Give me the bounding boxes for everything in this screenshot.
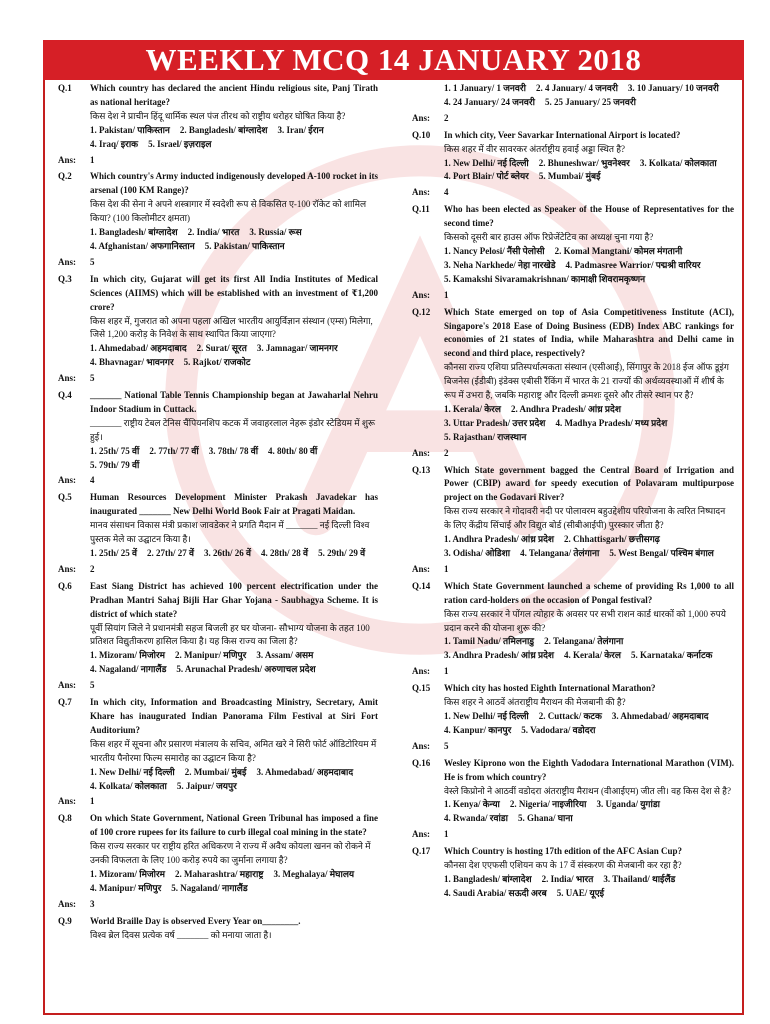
answer-value: 1 <box>444 666 449 677</box>
option-item: 2. Maharashtra/ महाराष्ट्र <box>175 868 264 879</box>
answer-value: 1 <box>90 154 95 165</box>
question-english: In which city, Veer Savarkar International Airport is located? <box>444 129 681 140</box>
question-number: Q.11 <box>412 204 430 215</box>
option-item: 1. 1 January/ 1 जनवरी <box>444 83 526 93</box>
options-block <box>58 766 378 794</box>
option-item: 5. Rajkot/ राजकोट <box>183 357 251 368</box>
option-item: 4. Iraq/ इराक <box>90 138 139 149</box>
answer-value: 2 <box>444 112 449 123</box>
option-item: 2. India/ भारत <box>541 873 594 884</box>
option-item: 2. Manipur/ मणिपुर <box>175 650 247 661</box>
option-item: 5. 29th/ 29 वें <box>318 548 366 558</box>
option-item: 5. Jaipur/ जयपुर <box>176 780 237 791</box>
question-hindi: किस राज्य सरकार ने गोदावरी नदी पर पोलावरम बहुउद्देशीय परियोजना के त्वरित निष्पादन के लिए केंद्रीय सिंचाई और विद्युत बोर्ड (सीबीआईपी) पुरस्कार जीता है? <box>444 506 726 531</box>
option-item: 3. Kolkata/ कोलकाता <box>639 157 717 168</box>
option-item: 3. Iran/ ईरान <box>277 124 324 135</box>
question-number: Q.12 <box>412 306 431 317</box>
question-hindi: वेस्ले किप्रोनो ने आठवीं वडोदरा अंतराष्ट्रीय मैराथन (वीआईएम) जीत ली। वह किस देश से है? <box>444 785 731 796</box>
option-item: 4. Kerala/ केरल <box>564 650 621 661</box>
option-item: 5. UAE/ यूएई <box>556 887 605 898</box>
option-item: 3. Uganda/ युगांडा <box>596 799 660 810</box>
question-block <box>412 464 734 534</box>
question-number: Q.13 <box>412 464 431 475</box>
option-item: 5. Kamakshi Sivaramakrishnan/ कामाक्षी शिवरामकृष्णन <box>444 273 646 284</box>
question-hindi: किस देश की सेना ने अपने शस्त्रागार में स्वदेशी रूप से विकसित ए-100 रॉकेट को शामिल किया? (100 किलोमीटर क्षमता) <box>90 199 367 224</box>
question-hindi: किस शहर में सूचना और प्रसारण मंत्रालय के सचिव, अमित खरे ने सिरी फोर्ट ऑडिटोरियम में भारतीय पैनोरमा फिल्म समारोह का उद्घाटन किया है? <box>90 738 377 763</box>
option-item: 2. India/ भारत <box>187 227 240 238</box>
answer-row <box>58 372 378 386</box>
answer-row <box>412 665 734 679</box>
option-item: 2. Surat/ सूरत <box>196 343 247 354</box>
option-item: 2. Bhuneshwar/ भुवनेश्वर <box>538 157 630 168</box>
options-block <box>412 710 734 738</box>
question-english: World Braille Day is observed Every Year on________. <box>90 915 301 926</box>
question-number: Q.6 <box>58 580 72 591</box>
option-item: 3. Jamnagar/ जामनगर <box>256 343 338 354</box>
answer-row <box>412 740 734 754</box>
options-block <box>412 82 734 110</box>
question-hindi: कौनसा देश एएफसी एशियन कप के 17 वें संस्करण की मेजबानी कर रहा है? <box>444 860 682 871</box>
question-block <box>412 129 734 157</box>
question-number: Q.3 <box>58 273 72 284</box>
question-hindi: किस शहर ने आठवें अंतराष्ट्रीय मैराथन की मेजबानी की है? <box>444 697 626 708</box>
question-number: Q.16 <box>412 757 431 768</box>
question-number: Q.8 <box>58 813 72 824</box>
option-item: 4. Manipur/ मणिपुर <box>90 882 162 893</box>
question-hindi: पूर्वी सियांग जिले ने प्रधानमंत्री सहज बिजली हर घर योजना- सौभाग्य योजना के तहत 100 प्रतिशत विद्युतीकरण हासिल किया है। यह किस राज्य का जिला है? <box>90 622 370 647</box>
answer-row <box>58 563 378 577</box>
option-item: 1. Nancy Pelosi/ नैंसी पेलोसी <box>444 245 545 256</box>
option-item: 4. Afghanistan/ अफगानिस्तान <box>90 240 195 251</box>
option-item: 4. 80th/ 80 वीं <box>268 445 318 456</box>
question-block <box>412 203 734 245</box>
question-hindi: किस देश ने प्राचीन हिंदू धार्मिक स्थल पंज तीरथ को राष्ट्रीय धरोहर घोषित किया है? <box>90 110 346 121</box>
option-item: 3. Odisha/ ओडिशा <box>444 548 511 558</box>
answer-label: Ans: <box>412 112 431 123</box>
question-english: Human Resources Development Minister Prakash Javadekar has inaugurated _______ New Delhi World Book Fair at Pragati Maidan. <box>90 492 378 517</box>
option-item: 5. Arunachal Pradesh/ अरुणाचल प्रदेश <box>176 664 316 675</box>
option-item: 2. Telangana/ तेलंगाना <box>544 636 624 647</box>
option-item: 2. Komal Mangtani/ कोमल मंगतानी <box>554 245 683 256</box>
options-block <box>58 124 378 152</box>
answer-value: 1 <box>90 796 95 807</box>
option-item: 1. Kenya/ केन्या <box>444 799 500 810</box>
answer-row <box>58 474 378 488</box>
option-item: 4. 28th/ 28 वें <box>261 548 309 558</box>
question-hindi: किस राज्य सरकार ने पोंगल त्योहार के अवसर पर सभी राशन कार्ड धारकों को 1,000 रुपये प्रदान करने की योजना शुरू की? <box>444 608 726 633</box>
option-item: 4. Madhya Pradesh/ मध्य प्रदेश <box>555 417 668 428</box>
option-item: 2. Nigeria/ नाइजीरिया <box>509 799 587 810</box>
right-column <box>412 82 734 901</box>
option-item: 3. Ahmedabad/ अहमदाबाद <box>256 766 354 777</box>
question-block <box>58 580 378 650</box>
question-block <box>58 170 378 226</box>
answer-value: 1 <box>444 563 449 574</box>
option-item: 3. Thailand/ थाईलैंड <box>603 873 676 884</box>
answer-label: Ans: <box>58 373 77 384</box>
answer-label: Ans: <box>58 154 77 165</box>
option-item: 1. Andhra Pradesh/ आंध्र प्रदेश <box>444 534 555 545</box>
option-item: 1. New Delhi/ नई दिल्ली <box>444 157 529 168</box>
answer-row <box>412 563 734 577</box>
option-item: 4. Nagaland/ नागालैंड <box>90 664 167 675</box>
answer-value: 3 <box>90 898 95 909</box>
question-hindi: _______ राष्ट्रीय टेबल टेनिस चैंपियनशिप कटक में जवाहरलाल नेहरू इंडोर स्टेडियम में शुरू हुई। <box>90 417 376 442</box>
question-block <box>58 82 378 124</box>
answer-row <box>412 289 734 303</box>
options-block <box>412 873 734 901</box>
question-block <box>412 757 734 799</box>
answer-value: 5 <box>90 256 95 267</box>
question-english: Which State emerged on top of Asia Competitiveness Institute (ACI), Singapore's 2018 Ease of Doing Business (EDB) Index ABC rankings for economies of 21 states of India, while Maharashtra and Delhi came in second and third place, respectively? <box>444 306 734 359</box>
answer-value: 5 <box>444 740 449 751</box>
option-item: 3. Ahmedabad/ अहमदाबाद <box>611 710 709 721</box>
question-block <box>412 682 734 710</box>
answer-label: Ans: <box>58 256 77 267</box>
answer-value: 4 <box>90 475 95 486</box>
answer-label: Ans: <box>58 898 77 909</box>
question-hindi: किस राज्य सरकार पर राष्ट्रीय हरित अधिकरण ने राज्य में अवैध कोयला खनन को रोकने में उनकी विफलता के लिए 100 करोड़ रुपये का जुर्माना लगाया है? <box>90 841 371 866</box>
answer-label: Ans: <box>412 740 431 751</box>
options-block <box>412 245 734 287</box>
question-number: Q.2 <box>58 171 72 182</box>
question-number: Q.14 <box>412 580 431 591</box>
option-item: 2. Chhattisgarh/ छत्तीसगढ़ <box>564 534 660 545</box>
answer-value: 2 <box>444 447 449 458</box>
question-number: Q.5 <box>58 492 72 503</box>
option-item: 4. Padmasree Warrior/ पद्मश्री वारियर <box>565 259 701 270</box>
question-block <box>58 389 378 445</box>
answer-value: 1 <box>444 829 449 840</box>
option-item: 4. Rwanda/ रवांडा <box>444 813 508 824</box>
option-item: 1. Bangladesh/ बांग्लादेश <box>90 227 178 238</box>
option-item: 3. Andhra Pradesh/ आंध्र प्रदेश <box>444 650 555 661</box>
option-item: 1. New Delhi/ नई दिल्ली <box>444 710 529 721</box>
question-hindi: किस शहर में वीर सावरकर अंतर्राष्ट्रीय हवाई अड्डा स्थित है? <box>444 143 625 154</box>
option-item: 4. 24 January/ 24 जनवरी <box>444 96 535 107</box>
answer-row <box>412 186 734 200</box>
option-item: 4. Port Blair/ पोर्ट ब्लेयर <box>444 171 529 182</box>
option-item: 4. Bhavnagar/ भावनगर <box>90 357 174 368</box>
question-number: Q.4 <box>58 390 72 401</box>
answer-row <box>58 256 378 270</box>
option-item: 3. Meghalaya/ मेघालय <box>273 868 355 879</box>
question-number: Q.7 <box>58 697 72 708</box>
answer-value: 4 <box>444 187 449 198</box>
option-item: 1. New Delhi/ नई दिल्ली <box>90 766 175 777</box>
option-item: 5. Ghana/ घाना <box>517 813 573 824</box>
options-block <box>412 157 734 185</box>
question-block <box>58 273 378 343</box>
question-hindi: कौनसा राज्य एशिया प्रतिस्पर्धात्मकता संस्थान (एसीआई), सिंगापुर के 2018 ईज ऑफ डूइंग बिजनेस (ईडीबी) इंडेक्स एबीसी रैंकिंग में भारत के 21 राज्यों की अर्थव्यवस्थाओं में शीर्ष के रूप में उभरा है, जबकि महाराष्ट्र और दिल्ली क्रमशः दूसरे और तीसरे स्थान पर है? <box>444 362 729 401</box>
question-english: Wesley Kiprono won the Eighth Vadodara International Marathon (VIM). He is from which country? <box>444 757 734 782</box>
option-item: 1. 25th/ 75 वीं <box>90 445 140 456</box>
question-hindi: विश्व ब्रेल दिवस प्रत्येक वर्ष _______ को मनाया जाता है। <box>90 929 272 940</box>
question-block <box>58 696 378 766</box>
options-block <box>58 649 378 677</box>
answer-label: Ans: <box>58 796 77 807</box>
option-item: 5. Vadodara/ वडोदरा <box>521 724 596 735</box>
option-item: 3. Russia/ रूस <box>249 227 302 238</box>
option-item: 1. Tamil Nadu/ तमिलनाडु <box>444 636 535 647</box>
question-block <box>412 306 734 403</box>
question-number: Q.17 <box>412 846 431 857</box>
option-item: 5. 79th/ 79 वीं <box>90 459 140 470</box>
options-block <box>58 226 378 254</box>
option-item: 1. Ahmedabad/ अहमदाबाद <box>90 343 187 354</box>
question-english: Who has been elected as Speaker of the House of Representatives for the second time? <box>444 204 734 229</box>
answer-label: Ans: <box>412 666 431 677</box>
question-block <box>58 491 378 547</box>
answer-row <box>58 795 378 809</box>
question-english: Which country's Army inducted indigenously developed A-100 rocket in its arsenal (100 KM Range)? <box>90 171 378 196</box>
option-item: 2. Bangladesh/ बांग्लादेश <box>179 124 268 135</box>
question-english: Which city has hosted Eighth International Marathon? <box>444 683 656 694</box>
options-block <box>58 868 378 896</box>
option-item: 4. Kolkata/ कोलकाता <box>90 780 167 791</box>
option-item: 3. Neha Narkhede/ नेहा नारखेडे <box>444 259 556 270</box>
options-block <box>58 342 378 370</box>
answer-row <box>412 828 734 842</box>
answer-label: Ans: <box>412 829 431 840</box>
option-item: 1. Mizoram/ मिजोरम <box>90 650 166 661</box>
option-item: 2. 27th/ 27 वें <box>147 548 195 558</box>
option-item: 4. Kanpur/ कानपुर <box>444 724 512 735</box>
option-item: 1. Mizoram/ मिजोरम <box>90 868 166 879</box>
answer-value: 5 <box>90 680 95 691</box>
answer-label: Ans: <box>58 680 77 691</box>
answer-value: 1 <box>444 289 449 300</box>
answer-label: Ans: <box>412 447 431 458</box>
option-item: 2. Mumbai/ मुंबई <box>184 766 247 777</box>
option-item: 2. 4 January/ 4 जनवरी <box>535 83 618 93</box>
question-english: Which country has declared the ancient Hindu religious site, Panj Tirath as national heritage? <box>90 83 378 107</box>
option-item: 5. Pakistan/ पाकिस्तान <box>204 240 285 251</box>
option-item: 5. Mumbai/ मुंबई <box>538 171 601 182</box>
answer-label: Ans: <box>412 563 431 574</box>
option-item: 3. 78th/ 78 वीं <box>208 445 259 456</box>
question-english: Which State government bagged the Central Board of Irrigation and Power (CBIP) award for speedy execution of Polavaram multipurpose project on the Godavari River? <box>444 464 734 503</box>
question-hindi: किसको दूसरी बार हाउस ऑफ रिप्रेजेंटेटिव का अध्यक्ष चुना गया है? <box>444 232 654 243</box>
answer-value: 5 <box>90 373 95 384</box>
option-item: 1. Bangladesh/ बांग्लादेश <box>444 873 532 884</box>
options-block <box>58 547 378 561</box>
page-title: WEEKLY MCQ 14 JANUARY 2018 <box>43 40 744 80</box>
question-english: Which Country is hosting 17th edition of the AFC Asian Cup? <box>444 846 683 857</box>
options-block <box>58 445 378 473</box>
question-english: Which State Government launched a scheme of providing Rs 1,000 to all ration card-holders on the occasion of Pongal festival? <box>444 580 734 605</box>
question-block <box>58 915 378 943</box>
option-item: 5. Rajasthan/ राजस्थान <box>444 431 527 442</box>
question-english: On which State Government, National Green Tribunal has imposed a fine of 100 crore rupees for its failure to curb illegal coal mining in the state? <box>90 813 378 838</box>
left-column <box>58 82 378 942</box>
answer-row <box>58 898 378 912</box>
answer-label: Ans: <box>58 475 77 486</box>
question-english: In which city, Gujarat will get its first All India Institutes of Medical Sciences (AIIMS) which will be established with an investment of ₹1,200 crore? <box>90 273 378 312</box>
option-item: 2. Cuttack/ कटक <box>538 710 602 721</box>
answer-row <box>58 679 378 693</box>
option-item: 5. West Bengal/ पश्चिम बंगाल <box>609 548 714 558</box>
option-item: 4. Saudi Arabia/ सऊदी अरब <box>444 887 547 898</box>
question-number: Q.15 <box>412 683 431 694</box>
question-hindi: किस शहर में, गुजरात को अपना पहला अखिल भारतीय आयुर्विज्ञान संस्थान (एम्स) मिलेगा, जिसे 1,200 करोड़ के निवेश के साथ स्थापित किया जाएगा? <box>90 315 373 340</box>
question-hindi: मानव संसाधन विकास मंत्री प्रकाश जावडेकर ने प्रगति मैदान में _______ नई दिल्ली विश्व पुस्तक मेले का उद्घाटन किया है। <box>90 520 370 545</box>
options-block <box>412 798 734 826</box>
answer-row <box>412 112 734 126</box>
option-item: 4. Telangana/ तेलंगाना <box>520 548 600 558</box>
options-block <box>412 403 734 445</box>
question-number: Q.1 <box>58 83 72 93</box>
option-item: 3. 26th/ 26 वें <box>204 548 252 558</box>
option-item: 5. Karnataka/ कर्नाटक <box>630 650 713 661</box>
options-block <box>412 635 734 663</box>
question-number: Q.9 <box>58 915 72 926</box>
option-item: 1. 25th/ 25 वें <box>90 548 138 558</box>
option-item: 3. Uttar Pradesh/ उत्तर प्रदेश <box>444 417 546 428</box>
question-english: In which city, Information and Broadcasting Ministry, Secretary, Amit Khare has inaugurated Indian Panorama Film Festival at Siri Fort Auditorium? <box>90 697 378 735</box>
option-item: 5. Nagaland/ नागालैंड <box>171 882 248 893</box>
question-english: _______ National Table Tennis Championship began at Jawaharlal Nehru Indoor Stadium in Cuttack. <box>90 390 378 414</box>
answer-row <box>58 154 378 168</box>
options-block <box>412 533 734 561</box>
question-block <box>412 845 734 873</box>
option-item: 3. Assam/ असम <box>256 650 314 661</box>
question-english: East Siang District has achieved 100 percent electrification under the Pradhan Mantri Sahaj Bijli Har Ghar Yojana - Saubhagya Scheme. It is district of which state? <box>90 580 378 619</box>
question-block <box>58 812 378 868</box>
answer-label: Ans: <box>58 563 77 574</box>
option-item: 5. 25 January/ 25 जनवरी <box>544 96 636 107</box>
question-block <box>412 580 734 636</box>
option-item: 2. Andhra Pradesh/ आंध्र प्रदेश <box>510 403 621 414</box>
answer-row <box>412 447 734 461</box>
option-item: 3. 10 January/ 10 जनवरी <box>627 83 719 93</box>
answer-label: Ans: <box>412 289 431 300</box>
question-number: Q.10 <box>412 129 431 140</box>
option-item: 5. Israel/ इज़राइल <box>148 138 212 149</box>
option-item: 1. Pakistan/ पाकिस्तान <box>90 124 170 135</box>
option-item: 2. 77th/ 77 वीं <box>149 445 199 456</box>
option-item: 1. Kerala/ केरल <box>444 403 501 414</box>
answer-value: 2 <box>90 563 95 574</box>
answer-label: Ans: <box>412 187 431 198</box>
